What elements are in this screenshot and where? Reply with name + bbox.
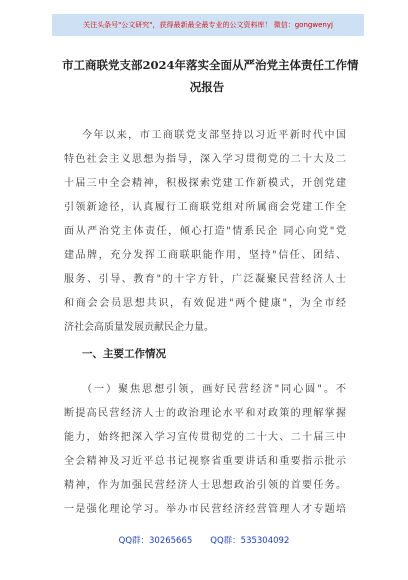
paragraph-line: 济社会高质量发展贡献民企力量。 [64, 322, 214, 333]
qq-group-1: QQ群：30265665 [118, 536, 193, 546]
promo-banner [52, 14, 364, 36]
section-heading: 一、主要工作情况 [82, 348, 166, 360]
qq-group-2: QQ群：535304092 [210, 536, 290, 546]
paragraph-line: 全会精神及习近平总书记视察省重要讲话和重要指示批示 [64, 456, 346, 467]
intro-paragraph [64, 124, 346, 340]
promo-banner-text: 关注头条号"公文研究"，获得最新最全最专业的公文资料库！ 微信：gongwenyj [83, 21, 333, 29]
paragraph-line: 十届三中全会精神，积极探索党建工作新模式，开创党建 [64, 178, 346, 189]
title-line-1: 市工商联党支部2024年落实全面从严治党主体责任工作情 [62, 58, 359, 72]
paragraph-line: 引领新途径，认真履行工商联党组对所属商会党建工作全 [64, 202, 346, 213]
document-title [62, 54, 359, 98]
title-line-2: 况报告 [189, 80, 225, 94]
paragraph-line: 面从严治党主体责任，倾心打造"情系民企 同心向党"党 [64, 226, 346, 237]
section-paragraph [64, 378, 346, 522]
paragraph-line: 服务、引导、教育"的十字方针，广泛凝聚民营经济人士 [64, 274, 346, 285]
paragraph-line: 和商会会员思想共识，有效促进"两个健康"，为全市经 [64, 298, 346, 309]
paragraph-line: 断提高民营经济人士的政治理论水平和对政策的理解掌握 [64, 408, 346, 419]
paragraph-line: 一是强化理论学习。举办市民营经济经营管理人才专题培 [64, 504, 346, 515]
paragraph-line: 精神，作为加强民营经济人士思想政治引领的首要任务。 [64, 480, 346, 491]
paragraph-line: 今年以来，市工商联党支部坚持以习近平新时代中国 [82, 130, 346, 141]
footer-contacts [0, 534, 408, 546]
paragraph-line: 能力，始终把深入学习宣传贯彻党的二十大、二十届三中 [64, 432, 346, 443]
paragraph-line: （一）聚焦思想引领，画好民营经济"同心圆"。不 [82, 384, 346, 395]
paragraph-line: 建品牌，充分发挥工商联职能作用，坚持"信任、团结、 [64, 250, 346, 261]
paragraph-line: 特色社会主义思想为指导，深入学习贯彻党的二十大及二 [64, 154, 346, 165]
